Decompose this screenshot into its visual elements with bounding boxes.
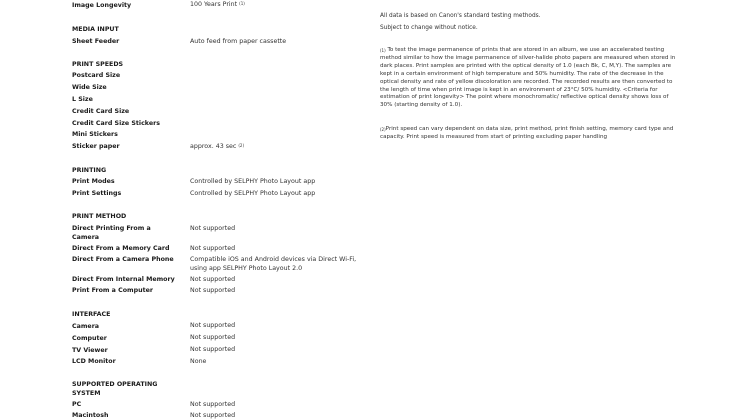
pc-label: PC [72,401,82,408]
supported-os-header-cont: SYSTEM [72,390,101,397]
print-speed-item: Mini Stickers [72,131,118,138]
footnote-2-text: Print speed can vary dependent on data size, print method, print finish setting, memory card type and capacity. Print speed is measured from start of printing excluding paper handling [380,126,674,140]
memory-card-label: Direct From a Memory Card [72,245,170,252]
printing-header: PRINTING [72,167,107,174]
sticker-paper-text: approx. 43 sec [190,143,237,150]
image-longevity-value [190,1,245,9]
supported-os-header: SUPPORTED OPERATING [72,381,158,388]
interface-header: INTERFACE [72,311,111,318]
print-computer-label: Print From a Computer [72,287,153,294]
lcd-monitor-value: None [190,358,207,365]
change-notice: Subject to change without notice. [380,25,478,31]
footnote-2-mark: (2) [380,127,386,132]
internal-memory-value: Not supported [190,276,236,283]
footnote-1-ref: (1) [239,1,245,6]
interface-camera-label: Camera [72,323,100,330]
print-settings-value: Controlled by SELPHY Photo Layout app [190,190,316,197]
macintosh-label: Macintosh [72,412,109,419]
image-longevity-label: Image Longevity [72,2,132,9]
print-modes-value: Controlled by SELPHY Photo Layout app [190,178,316,185]
pc-value: Not supported [190,401,236,408]
print-method-header: PRINT METHOD [72,213,127,220]
sheet-feeder-label: Sheet Feeder [72,38,120,45]
footnote-2-ref: (2) [238,143,245,148]
camera-phone-label: Direct From a Camera Phone [72,256,174,263]
interface-computer-value: Not supported [190,334,236,341]
print-modes-label: Print Modes [72,178,115,185]
direct-camera-label: Direct Printing From a [72,225,151,232]
sticker-paper-value [190,143,244,151]
print-computer-value: Not supported [190,287,236,294]
print-speed-item: L Size [72,96,93,103]
macintosh-value: Not supported [190,412,236,419]
tv-viewer-label: TV Viewer [72,347,108,354]
footnote-1 [380,47,676,110]
internal-memory-label: Direct From Internal Memory [72,276,175,283]
tv-viewer-value: Not supported [190,346,236,353]
image-longevity-text: 100 Years Print [190,1,238,8]
footnote-1-mark: (1) [380,48,386,53]
memory-card-value: Not supported [190,245,236,252]
lcd-monitor-label: LCD Monitor [72,358,116,365]
camera-phone-value: Compatible iOS and Android devices via Direct Wi-Fi, [190,256,357,263]
interface-computer-label: Computer [72,335,107,342]
camera-phone-value-cont: using app SELPHY Photo Layout 2.0 [190,265,303,272]
sheet-feeder-value: Auto feed from paper cassette [190,38,287,45]
footnote-2 [380,126,676,142]
print-speed-item: Credit Card Size [72,108,130,115]
print-speeds-header: PRINT SPEEDS [72,61,124,68]
direct-camera-value: Not supported [190,225,236,232]
print-speed-item: Postcard Size [72,72,121,79]
direct-camera-label-cont: Camera [72,234,100,241]
print-speed-item: Wide Size [72,84,107,91]
interface-camera-value: Not supported [190,322,236,329]
sticker-paper-label: Sticker paper [72,143,120,150]
data-basis-note: All data is based on Canon's standard testing methods. [380,13,541,19]
media-input-header: MEDIA INPUT [72,26,119,33]
print-speed-item: Credit Card Size Stickers [72,120,160,127]
footnote-1-text: To test the image permanence of prints that are stored in an album, we use an accelerated testing method similar to how the image permanence of silver-halide photo papers are measured when stored in dark places. Print samples are printed with the optical density of 1.0 (each Bk, C, M,Y). The samples are kept in a certain environment of high temperature and 50% humidity. The rate of the decrease in the optical density and rate of yellow discoloration are recorded. The recorded results are then converted to the length of time when print image is kept in an environment of 23°C/ 50% humidity. <Criteria for estimation of print longevity> The point where monochromatic/ reflective optical density shows loss of 30% (starting density of 1.0). [380,47,676,109]
print-settings-label: Print Settings [72,190,122,197]
